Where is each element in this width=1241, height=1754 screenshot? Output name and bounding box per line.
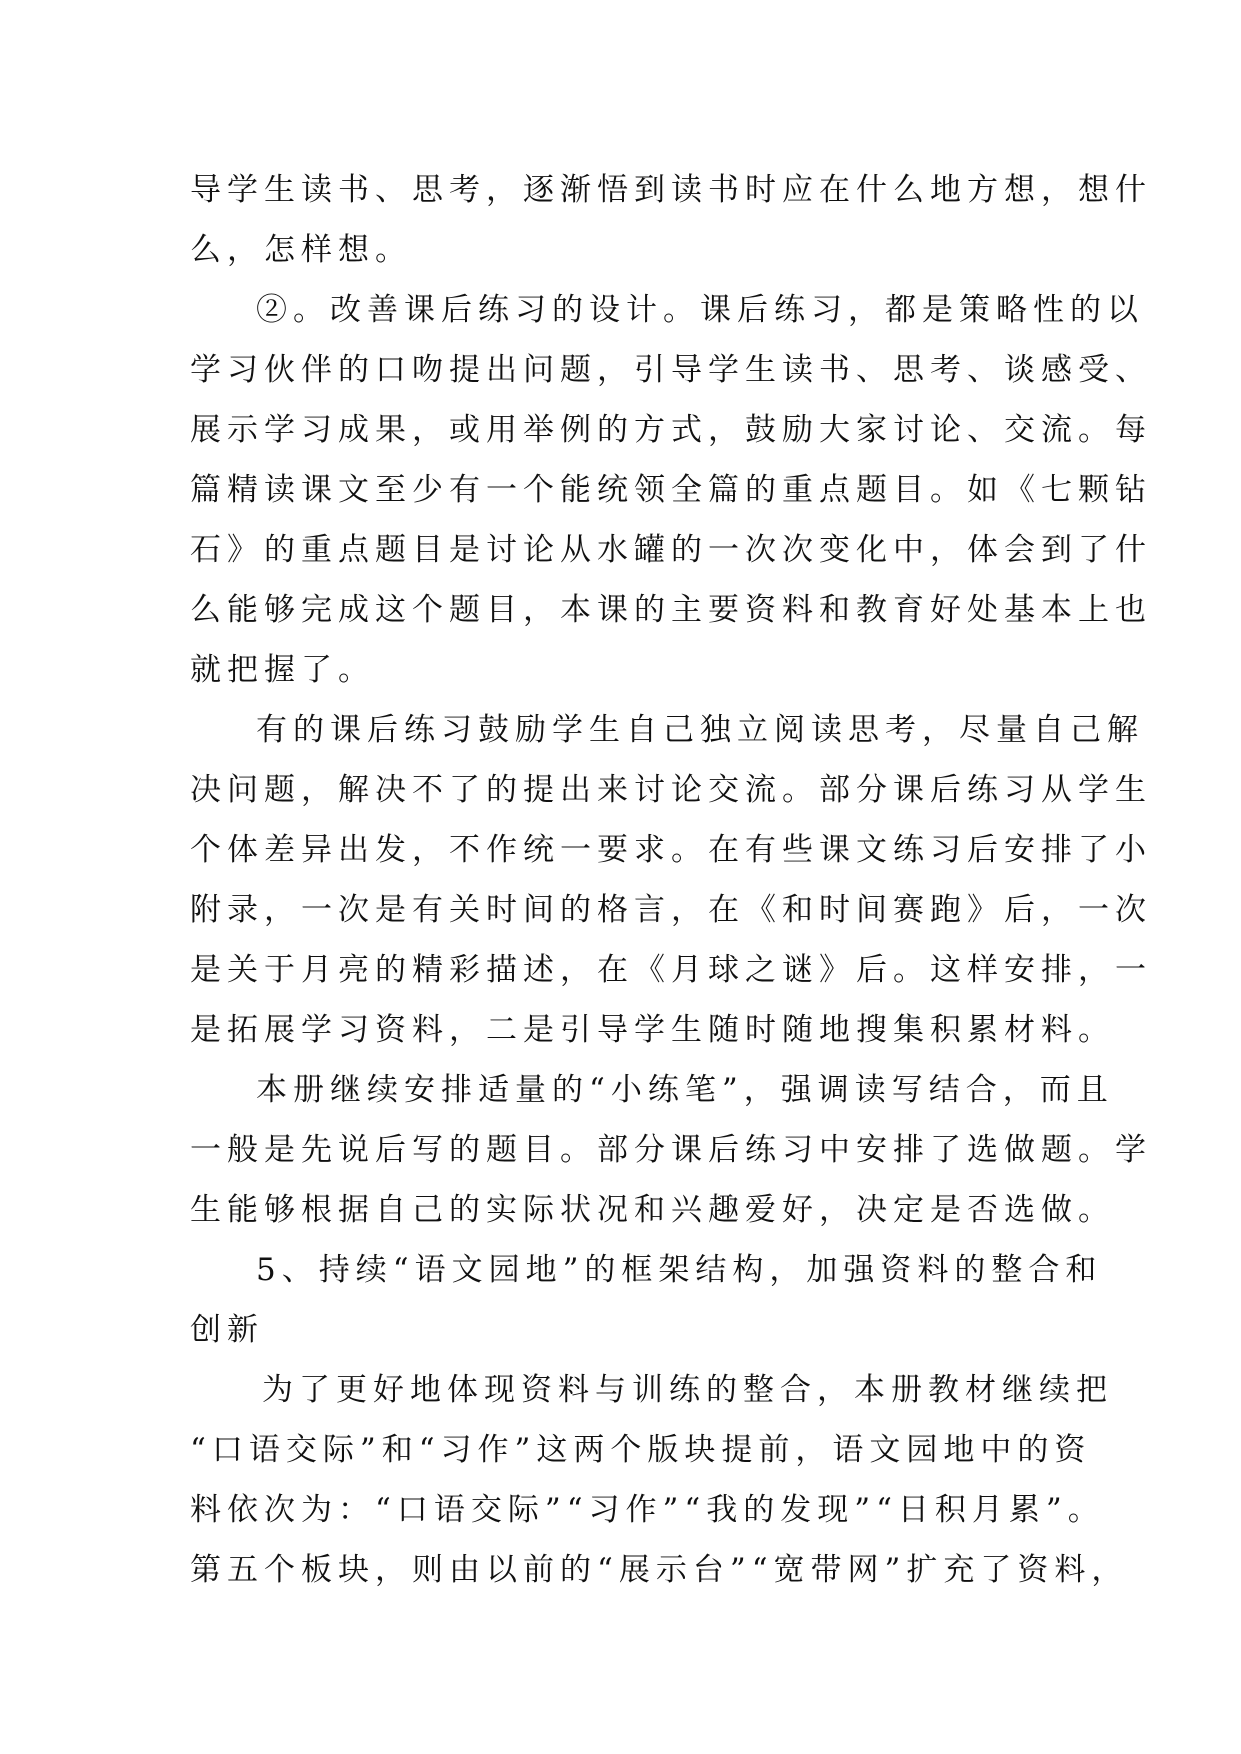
text-line-18: 生能够根据自己的实际状况和兴趣爱好，决定是否选做。 xyxy=(190,1192,1115,1228)
text-line-22: “口语交际”和“习作”这两个版块提前，语文园地中的资 xyxy=(190,1432,1092,1468)
text-line-12: 个体差异出发，不作统一要求。在有些课文练习后安排了小 xyxy=(190,832,1152,868)
text-line-3: ②。改善课后练习的设计。课后练习，都是策略性的以 xyxy=(256,292,1144,328)
text-line-15: 是拓展学习资料，二是引导学生随时随地搜集积累材料。 xyxy=(190,1012,1115,1048)
text-line-5: 展示学习成果，或用举例的方式，鼓励大家讨论、交流。每 xyxy=(190,412,1152,448)
text-line-9: 就把握了。 xyxy=(190,652,375,688)
text-line-13: 附录，一次是有关时间的格言，在《和时间赛跑》后，一次 xyxy=(190,892,1152,928)
text-line-1: 导学生读书、思考，逐渐悟到读书时应在什么地方想，想什 xyxy=(190,172,1152,208)
text-line-4: 学习伙伴的口吻提出问题，引导学生读书、思考、谈感受、 xyxy=(190,352,1152,388)
text-line-21: 为了更好地体现资料与训练的整合，本册教材继续把 xyxy=(262,1372,1113,1408)
text-line-6: 篇精读课文至少有一个能统领全篇的重点题目。如《七颗钻 xyxy=(190,472,1152,508)
text-line-10: 有的课后练习鼓励学生自己独立阅读思考，尽量自己解 xyxy=(256,712,1144,748)
text-line-14: 是关于月亮的精彩描述，在《月球之谜》后。这样安排，一 xyxy=(190,952,1152,988)
text-line-8: 么能够完成这个题目，本课的主要资料和教育好处基本上也 xyxy=(190,592,1152,628)
text-line-7: 石》的重点题目是讨论从水罐的一次次变化中，体会到了什 xyxy=(190,532,1152,568)
text-line-17: 一般是先说后写的题目。部分课后练习中安排了选做题。学 xyxy=(190,1132,1152,1168)
text-line-20: 创新 xyxy=(190,1312,264,1348)
text-line-2: 么，怎样想。 xyxy=(190,232,412,268)
document-body xyxy=(190,160,1152,1600)
text-line-19: 5、持续“语文园地”的框架结构，加强资料的整合和 xyxy=(256,1252,1103,1288)
text-line-11: 决问题，解决不了的提出来讨论交流。部分课后练习从学生 xyxy=(190,772,1152,808)
text-line-16: 本册继续安排适量的“小练笔”，强调读写结合，而且 xyxy=(256,1072,1114,1108)
text-line-23: 料依次为：“口语交际”“习作”“我的发现”“日积月累”。 xyxy=(190,1492,1105,1528)
text-line-24: 第五个板块，则由以前的“展示台”“宽带网”扩充了资料， xyxy=(190,1552,1129,1588)
